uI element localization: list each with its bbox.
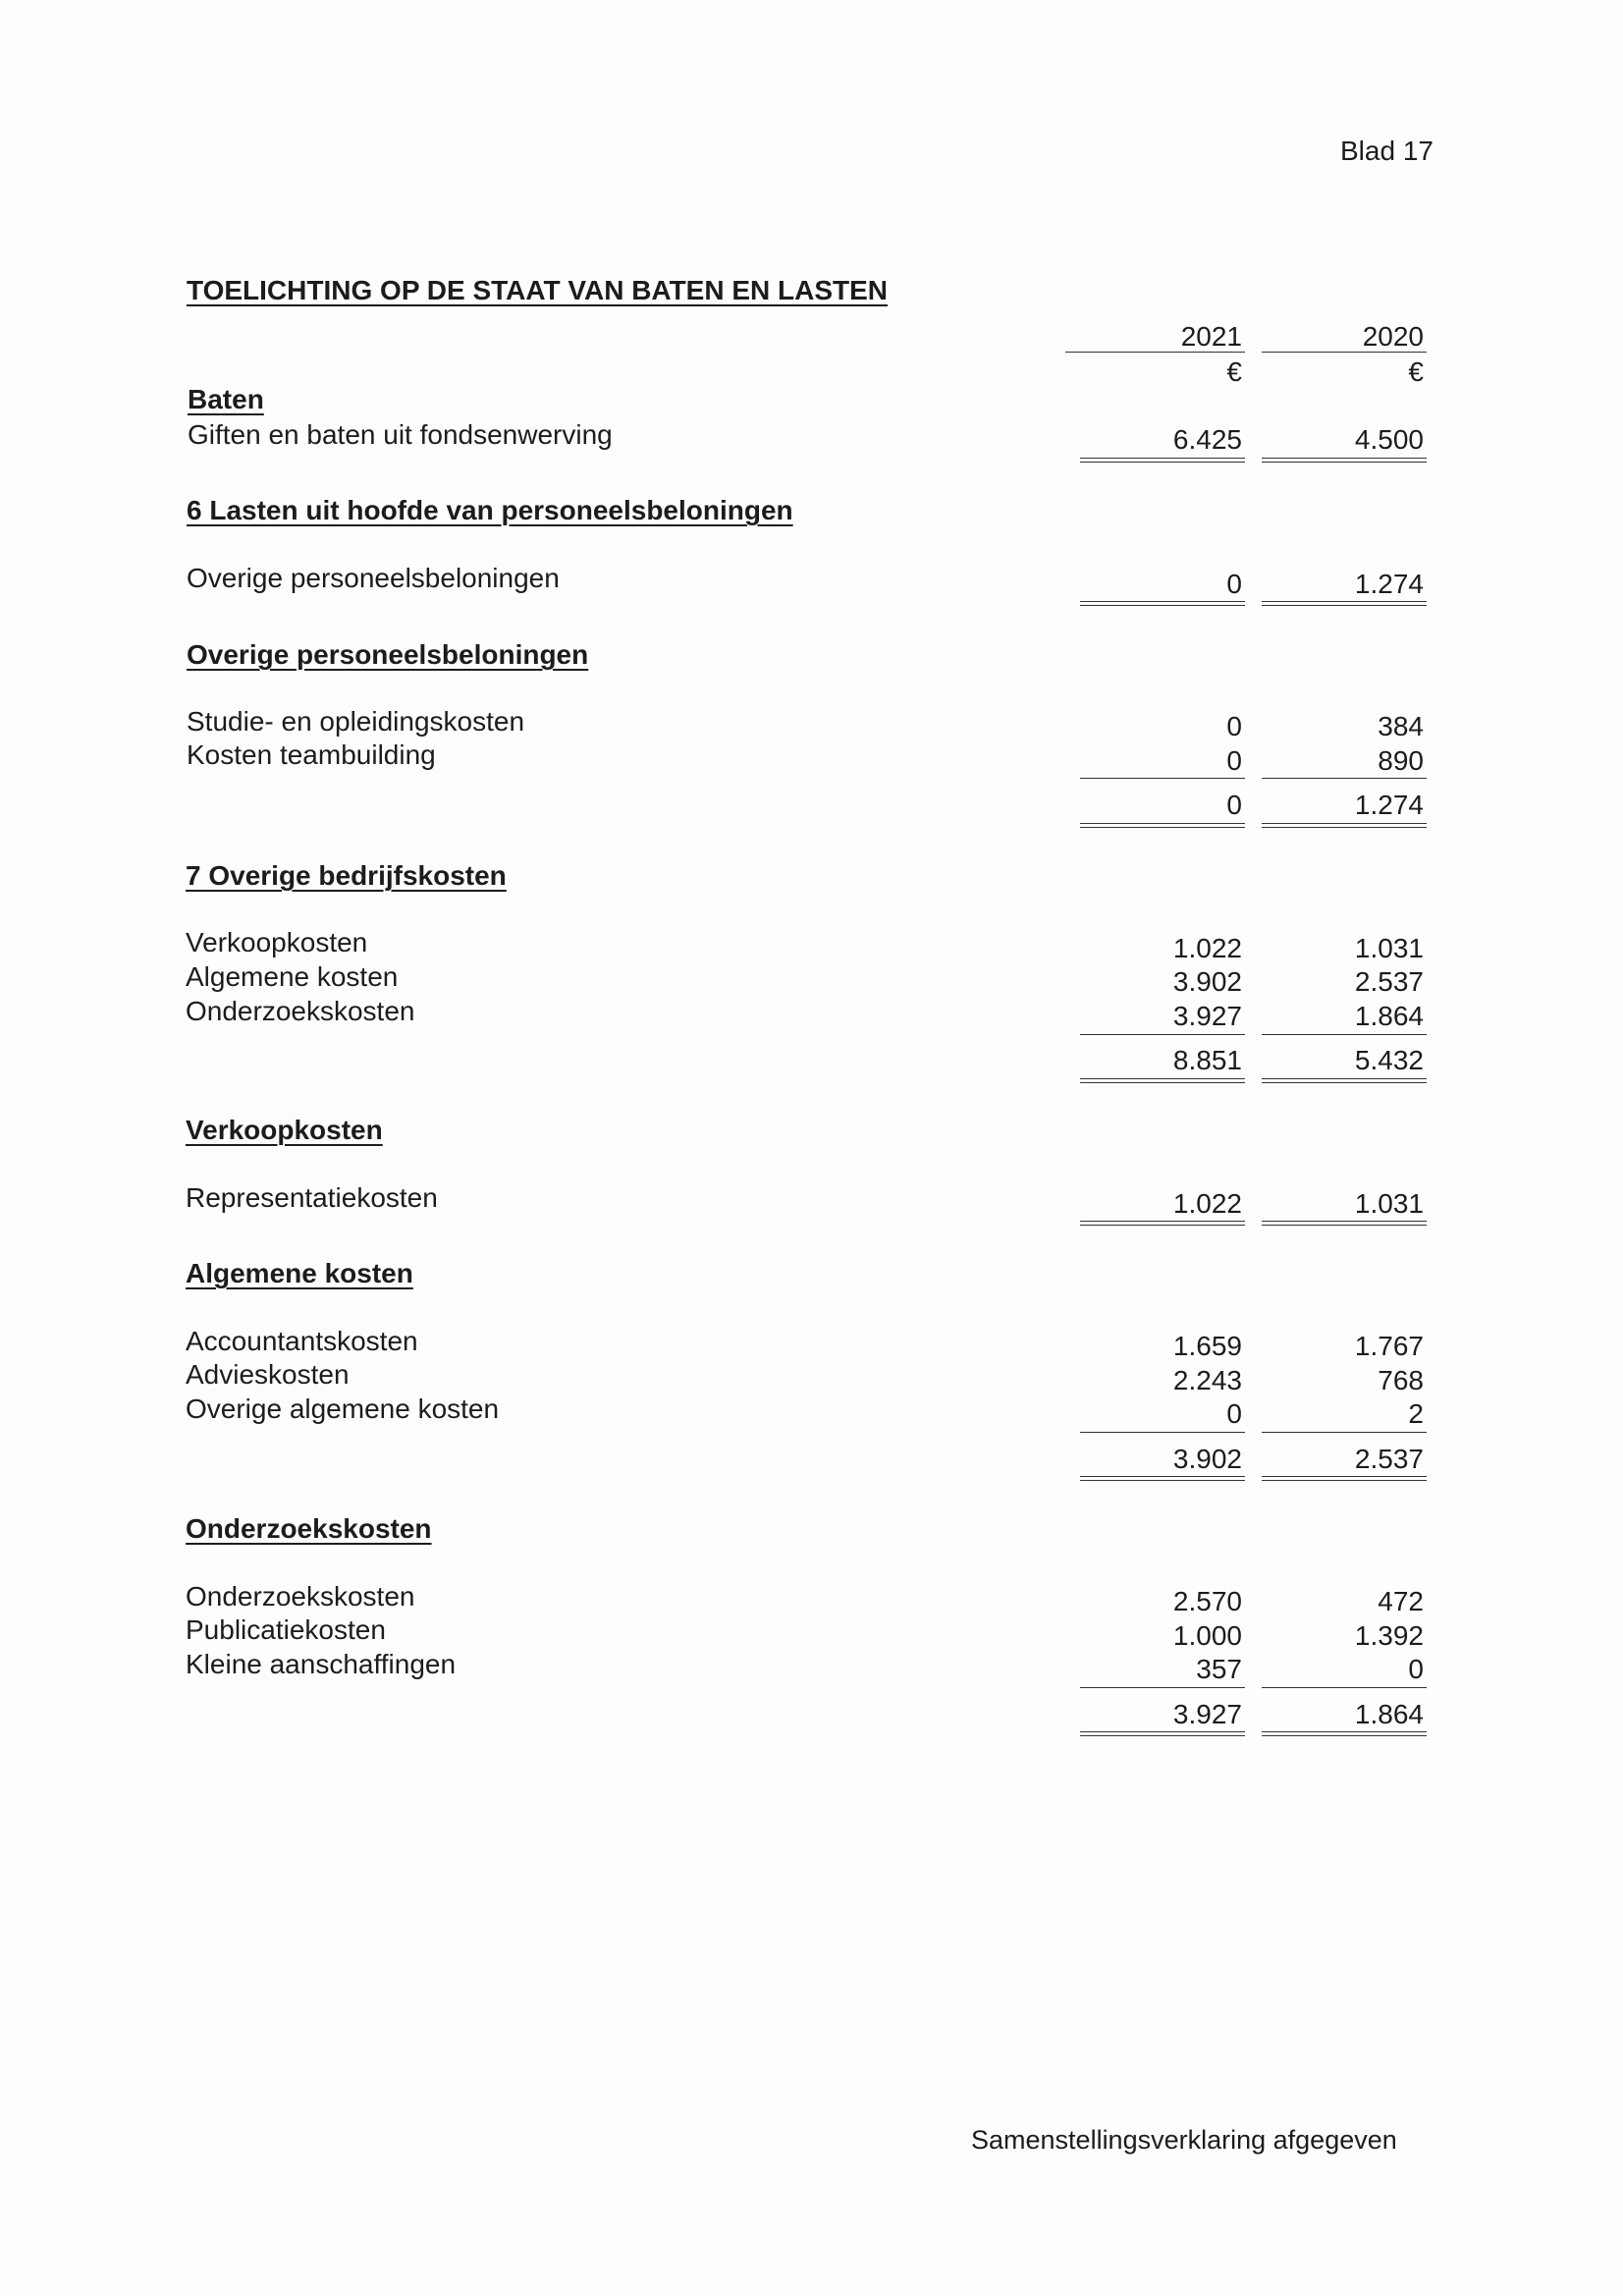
section-heading-verkoopkosten: Verkoopkosten <box>186 1115 383 1145</box>
column-rule-2020 <box>1262 352 1427 353</box>
subtotal-rule <box>1262 1034 1427 1035</box>
page-title: TOELICHTING OP DE STAAT VAN BATEN EN LASTEN <box>187 275 889 305</box>
row-label: Advieskosten <box>186 1359 350 1390</box>
value-2021: 0 <box>1226 745 1242 776</box>
row-label: Representatiekosten <box>186 1182 438 1213</box>
double-rule <box>1080 823 1245 828</box>
double-rule <box>1080 1078 1245 1083</box>
page-label: Blad 17 <box>1340 136 1434 166</box>
total-2021: 3.902 <box>1172 1444 1242 1474</box>
footer-note: Samenstellingsverklaring afgegeven <box>971 2125 1397 2155</box>
total-2021: 3.927 <box>1172 1699 1242 1729</box>
section-heading-onderzoekskosten: Onderzoekskosten <box>186 1513 432 1544</box>
double-rule <box>1080 1731 1245 1736</box>
double-rule <box>1262 1476 1427 1481</box>
subtotal-rule <box>1080 778 1245 779</box>
value-2020: 384 <box>1378 711 1424 741</box>
total-2021: 8.851 <box>1172 1045 1242 1075</box>
section-heading-lasten-personeelsbeloningen: 6 Lasten uit hoofde van personeelsbeloningen <box>187 495 793 525</box>
value-2020: 0 <box>1408 1654 1424 1684</box>
total-2021: 0 <box>1226 790 1242 820</box>
value-2020: 1.767 <box>1354 1331 1424 1361</box>
row-label: Verkoopkosten <box>186 927 368 957</box>
row-label: Giften en baten uit fondsenwerving <box>188 419 613 450</box>
section-heading-algemene-kosten: Algemene kosten <box>186 1258 413 1288</box>
currency-2021: € <box>1226 356 1242 387</box>
double-rule <box>1262 458 1427 463</box>
row-label: Onderzoekskosten <box>186 996 415 1026</box>
double-rule <box>1262 1731 1427 1736</box>
value-2021: 2.570 <box>1172 1586 1242 1616</box>
value-2021: 2.243 <box>1172 1365 1242 1395</box>
double-rule <box>1080 458 1245 463</box>
value-2020: 1.392 <box>1354 1620 1424 1651</box>
value-2021: 1.000 <box>1172 1620 1242 1651</box>
value-2021: 3.902 <box>1172 966 1242 997</box>
row-label: Onderzoekskosten <box>186 1581 415 1612</box>
row-label: Algemene kosten <box>186 961 399 992</box>
total-2020: 1.274 <box>1354 790 1424 820</box>
row-label: Overige personeelsbeloningen <box>187 563 560 593</box>
subtotal-rule <box>1080 1034 1245 1035</box>
value-2021: 1.022 <box>1172 933 1242 963</box>
section-heading-overige-bedrijfskosten: 7 Overige bedrijfskosten <box>186 860 507 891</box>
value-2020: 4.500 <box>1354 424 1424 455</box>
row-label: Kleine aanschaffingen <box>186 1649 457 1679</box>
value-2021: 0 <box>1226 1398 1242 1429</box>
column-year-2021: 2021 <box>1180 321 1242 352</box>
double-rule <box>1080 1476 1245 1481</box>
value-2021: 3.927 <box>1172 1001 1242 1031</box>
value-2020: 2 <box>1408 1398 1424 1429</box>
total-2020: 5.432 <box>1354 1045 1424 1075</box>
value-2021: 0 <box>1226 569 1242 599</box>
value-2020: 1.031 <box>1354 1188 1424 1219</box>
double-rule <box>1262 823 1427 828</box>
value-2020: 1.274 <box>1354 569 1424 599</box>
currency-2020: € <box>1408 356 1424 387</box>
subtotal-rule <box>1262 778 1427 779</box>
value-2021: 1.022 <box>1172 1188 1242 1219</box>
value-2020: 1.031 <box>1354 933 1424 963</box>
total-2020: 2.537 <box>1354 1444 1424 1474</box>
double-rule <box>1262 601 1427 606</box>
double-rule <box>1262 1078 1427 1083</box>
value-2020: 768 <box>1378 1365 1424 1395</box>
value-2021: 6.425 <box>1172 424 1242 455</box>
value-2021: 0 <box>1226 711 1242 741</box>
value-2020: 890 <box>1378 745 1424 776</box>
subtotal-rule <box>1080 1687 1245 1688</box>
section-heading-baten: Baten <box>188 384 264 414</box>
subtotal-rule <box>1262 1687 1427 1688</box>
row-label: Kosten teambuilding <box>187 739 436 770</box>
value-2020: 472 <box>1378 1586 1424 1616</box>
subtotal-rule <box>1262 1432 1427 1433</box>
double-rule <box>1080 1221 1245 1226</box>
column-year-2020: 2020 <box>1362 321 1424 352</box>
double-rule <box>1080 601 1245 606</box>
row-label: Studie- en opleidingskosten <box>187 706 525 737</box>
subtotal-rule <box>1080 1432 1245 1433</box>
value-2020: 2.537 <box>1354 966 1424 997</box>
double-rule <box>1262 1221 1427 1226</box>
value-2021: 357 <box>1196 1654 1242 1684</box>
value-2021: 1.659 <box>1172 1331 1242 1361</box>
row-label: Accountantskosten <box>186 1326 418 1356</box>
total-2020: 1.864 <box>1354 1699 1424 1729</box>
section-heading-overige-personeelsbeloningen: Overige personeelsbeloningen <box>187 639 589 670</box>
column-rule-2021 <box>1065 352 1245 353</box>
row-label: Publicatiekosten <box>186 1614 386 1645</box>
row-label: Overige algemene kosten <box>186 1394 500 1424</box>
value-2020: 1.864 <box>1354 1001 1424 1031</box>
